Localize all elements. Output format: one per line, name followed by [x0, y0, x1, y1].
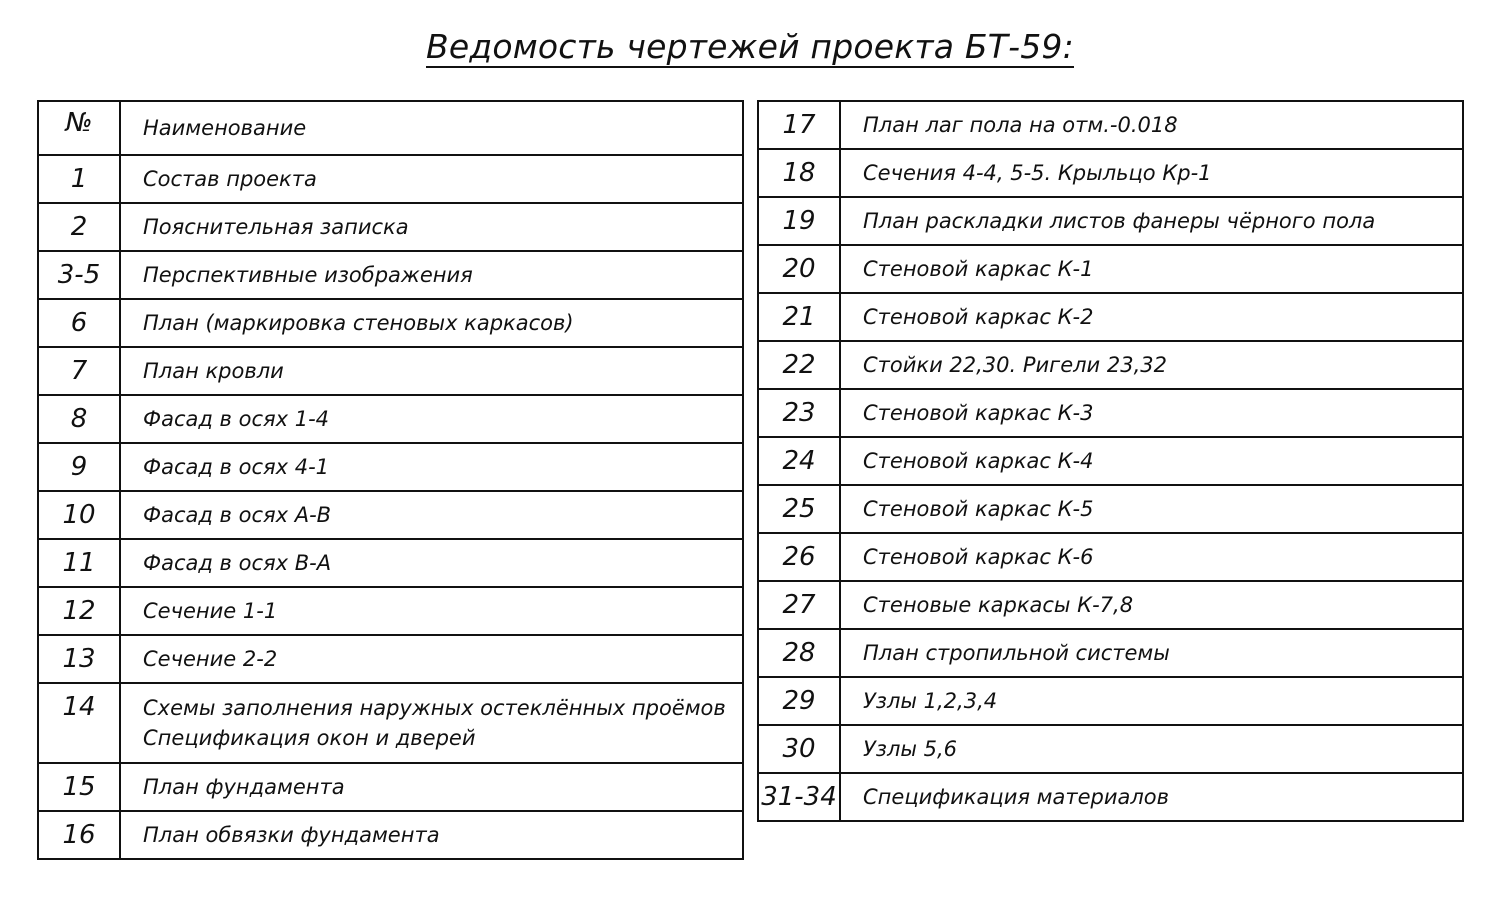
table-row — [38, 763, 743, 811]
sheet-number: 18 — [758, 149, 840, 197]
table-row — [38, 395, 743, 443]
table-row — [758, 677, 1463, 725]
sheet-name: План фундамента — [120, 763, 743, 811]
sheet-name: Стеновой каркас К-3 — [840, 389, 1463, 437]
table-row — [758, 629, 1463, 677]
table-row — [758, 293, 1463, 341]
sheet-name-line-2: Спецификация окон и дверей — [143, 726, 476, 750]
sheet-name: План раскладки листов фанеры чёрного пола — [840, 197, 1463, 245]
sheet-number: 13 — [38, 635, 120, 683]
table-row — [758, 197, 1463, 245]
sheet-number: 11 — [38, 539, 120, 587]
sheet-number: 21 — [758, 293, 840, 341]
sheet-number: 24 — [758, 437, 840, 485]
sheet-name: Стойки 22,30. Ригели 23,32 — [840, 341, 1463, 389]
sheet-number: 2 — [38, 203, 120, 251]
header-name: Наименование — [120, 101, 743, 155]
sheet-name: Спецификация материалов — [840, 773, 1463, 821]
table-row — [38, 203, 743, 251]
sheet-number: 30 — [758, 725, 840, 773]
sheet-number: 27 — [758, 581, 840, 629]
header-number: № — [38, 101, 120, 155]
sheet-number: 20 — [758, 245, 840, 293]
sheet-number: 19 — [758, 197, 840, 245]
sheet-number: 25 — [758, 485, 840, 533]
sheet-name: Стеновые каркасы К-7,8 — [840, 581, 1463, 629]
sheet-name: План лаг пола на отм.-0.018 — [840, 101, 1463, 149]
table-row — [38, 443, 743, 491]
sheet-number: 7 — [38, 347, 120, 395]
sheet-name: План кровли — [120, 347, 743, 395]
sheet-name: Перспективные изображения — [120, 251, 743, 299]
sheet-name: План (маркировка стеновых каркасов) — [120, 299, 743, 347]
sheet-name: Пояснительная записка — [120, 203, 743, 251]
table-row — [38, 635, 743, 683]
table-row — [38, 587, 743, 635]
table-row — [758, 581, 1463, 629]
sheet-name: План стропильной системы — [840, 629, 1463, 677]
sheet-name: Узлы 1,2,3,4 — [840, 677, 1463, 725]
drawings-table-right — [757, 100, 1464, 822]
table-row — [38, 251, 743, 299]
sheet-number: 29 — [758, 677, 840, 725]
sheet-number: 17 — [758, 101, 840, 149]
sheet-number: 12 — [38, 587, 120, 635]
sheet-number: 14 — [38, 683, 120, 763]
sheet-name: Стеновой каркас К-1 — [840, 245, 1463, 293]
sheet-number: 22 — [758, 341, 840, 389]
sheet-name: Фасад в осях В-А — [120, 539, 743, 587]
sheet-number: 23 — [758, 389, 840, 437]
page-title-text: Ведомость чертежей проекта БТ-59: — [426, 27, 1074, 66]
table-row — [758, 533, 1463, 581]
table-row — [758, 389, 1463, 437]
sheet-name: Стеновой каркас К-6 — [840, 533, 1463, 581]
sheet-name-line-1: Схемы заполнения наружных остеклённых проёмов — [143, 696, 726, 720]
sheet-number: 15 — [38, 763, 120, 811]
sheet-number: 6 — [38, 299, 120, 347]
sheet-number: 10 — [38, 491, 120, 539]
sheet-name: Фасад в осях 4-1 — [120, 443, 743, 491]
sheet-number: 16 — [38, 811, 120, 859]
table-row — [758, 725, 1463, 773]
sheet-number: 1 — [38, 155, 120, 203]
sheet-number: 28 — [758, 629, 840, 677]
sheet-name: Сечение 2-2 — [120, 635, 743, 683]
sheet-name: Фасад в осях А-В — [120, 491, 743, 539]
table-row — [38, 811, 743, 859]
sheet-name: Стеновой каркас К-5 — [840, 485, 1463, 533]
drawings-table-left — [37, 100, 744, 860]
table-row — [38, 539, 743, 587]
sheet-name: Состав проекта — [120, 155, 743, 203]
sheet-number: 3-5 — [38, 251, 120, 299]
table-row — [38, 299, 743, 347]
table-row — [758, 245, 1463, 293]
sheet-number: 26 — [758, 533, 840, 581]
sheet-name: Фасад в осях 1-4 — [120, 395, 743, 443]
table-row — [38, 155, 743, 203]
sheet-number: 31-34 — [758, 773, 840, 821]
sheet-number: 9 — [38, 443, 120, 491]
table-row — [38, 491, 743, 539]
table-row — [758, 341, 1463, 389]
sheet-name: План обвязки фундамента — [120, 811, 743, 859]
sheet-name: Сечения 4-4, 5-5. Крыльцо Кр-1 — [840, 149, 1463, 197]
sheet-name: Сечение 1-1 — [120, 587, 743, 635]
table-row — [38, 347, 743, 395]
table-row — [758, 437, 1463, 485]
table-row — [38, 683, 743, 763]
table-row — [758, 149, 1463, 197]
page-title — [0, 24, 1500, 70]
sheet-name — [120, 683, 743, 763]
sheet-name: Стеновой каркас К-4 — [840, 437, 1463, 485]
table-row — [758, 101, 1463, 149]
table-row — [758, 485, 1463, 533]
sheet-name: Стеновой каркас К-2 — [840, 293, 1463, 341]
sheet-number: 8 — [38, 395, 120, 443]
table-header-row — [38, 101, 743, 155]
sheet-name: Узлы 5,6 — [840, 725, 1463, 773]
table-row — [758, 773, 1463, 821]
